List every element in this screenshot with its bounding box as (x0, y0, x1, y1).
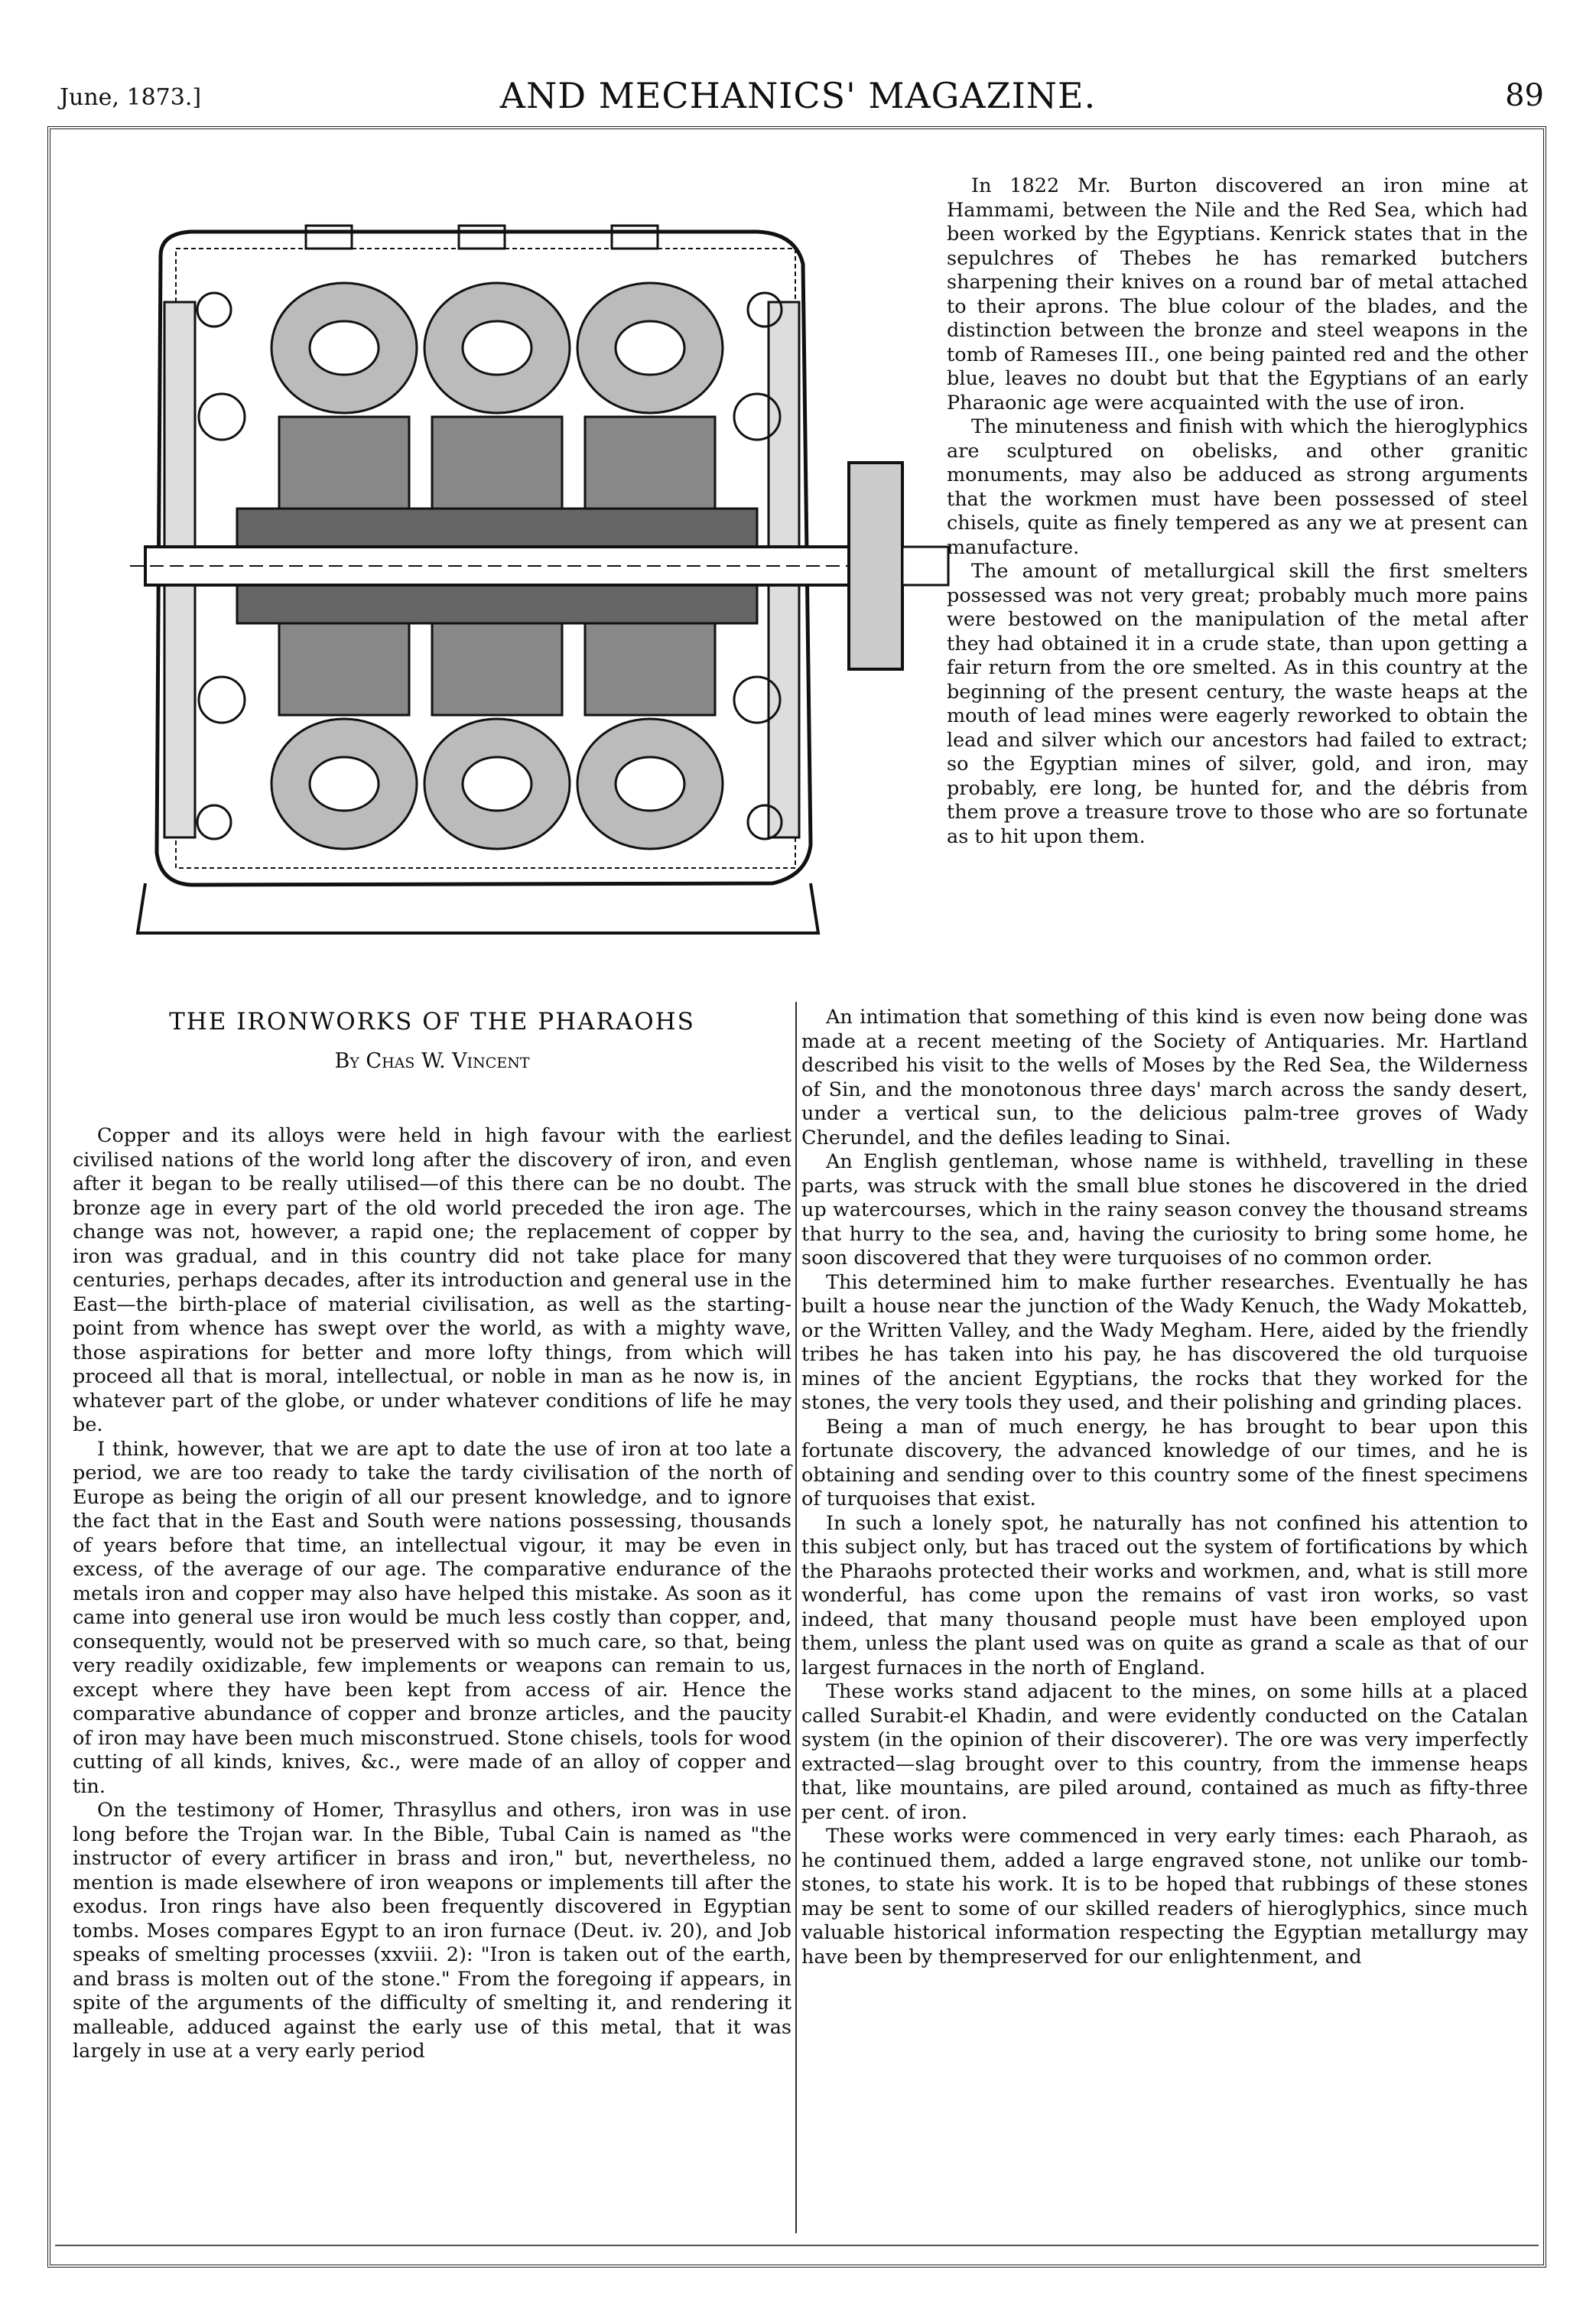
left-column-text (73, 1124, 791, 2064)
paragraph: These works were commenced in very early times: each Pharaoh, as he continued them, added a large engraved stone, not unlike our tomb-stones, to state his work. It is to be hoped that rubbings of these stones may be sent to some of our skilled readers of hieroglyphics, since much valuable historical information respecting the Egyptian metallurgy may have been by thempreserved for our enlightenment, and (801, 1825, 1528, 1969)
paragraph: The amount of metallurgical skill the first smelters possessed was not very great; probably much more pains were bestowed on the manipulation of the metal after they had obtained it in a crude state, than upon getting a fair return from the ore smelted. As in this country at the beginning of the present century, the waste heaps at the mouth of lead mines were eagerly reworked to obtain the lead and silver which our ancestors had failed to extract; so the Egyptian mines of silver, gold, and iron, may probably, ere long, be hunted for, and the débris from them prove a treasure trove to those who are so fortunate as to hit upon them. (947, 560, 1528, 848)
paragraph: Copper and its alloys were held in high favour with the earliest civilised nations of the world long after the discovery of iron, and even after it began to be really utilised—of this there can be no doubt. The bronze age in every part of the old world preceded the iron age. The change was not, however, a rapid one; the replacement of copper by iron was gradual, and in this country did not take place for many centuries, perhaps decades, after its introduction and general use in the East—the birth-place of material civilisation, as well as the starting-point from whence has swept over the world, as with a mighty wave, those aspirations for better and more lofty things, from which will proceed all that is moral, intellectual, or noble in man as he now is, in whatever part of the globe, or under whatever conditions of life he may be. (73, 1124, 791, 1436)
paragraph: I think, however, that we are apt to date the use of iron at too late a period, we are too ready to take the tardy civilisation of the north of Europe as being the origin of all our present knowledge, and to ignore the fact that in the East and South were nations possessing, thousands of years before that time, an intellectual vigour, it may be even in excess, of the average of our age. The comparative endurance of the metals iron and copper may also have helped this mistake. As soon as it came into general use iron would be much less costly than copper, and, consequently, would not be preserved with so much care, so that, being very readily oxidizable, few implements or weapons can remain to us, except where they have been kept from access of air. Hence the comparative abundance of copper and bronze articles, and the paucity of iron may have been much misconstrued. Stone chisels, tools for wood cutting of all kinds, knives, &c., were made of an alloy of copper and tin. (73, 1437, 791, 1798)
paragraph: These works stand adjacent to the mines, on some hills at a placed called Surabit-el Khadin, and were evidently conducted on the Catalan system (in the opinion of their discoverer). The ore was very imperfectly extracted—slag brought over to this country, from the immense heaps that, like mountains, are piled around, contained as much as fifty-three per cent. of iron. (801, 1680, 1528, 1824)
issue-date: June, 1873.] (60, 84, 202, 111)
article-title: THE IRONWORKS OF THE PHARAOHS (169, 1008, 695, 1036)
page-header (0, 75, 1596, 121)
page-number: 89 (1505, 78, 1544, 113)
paragraph: In such a lonely spot, he naturally has not confined his attention to this subject only, but has traced out the system of fortifications by which the Pharaohs protected their works and workmen, and, what is still more wonderful, has come upon the remains of vast iron works, so vast indeed, that many thousand people must have been employed upon them, unless the plant used was on quite as grand a scale as that of our largest furnaces in the north of England. (801, 1511, 1528, 1679)
right-column-text (801, 1006, 1528, 1969)
paragraph: This determined him to make further researches. Eventually he has built a house near the junction of the Wady Kenuch, the Wady Mokatteb, or the Written Valley, and the Wady Megham. Here, aided by the friendly tribes he has taken into his pay, he has discovered the old turquoise mines of the ancient Egyptians, the rocks that they worked for the stones, the very tools they used, and their polishing and grinding places. (801, 1270, 1528, 1414)
top-column-text (947, 174, 1528, 849)
paragraph: An intimation that something of this kind is even now being done was made at a recent meeting of the Society of Antiquaries. Mr. Hartland described his visit to the wells of Moses by the Red Sea, the Wilderness of Sin, and the monotonous three days' march across the sandy desert, under a vertical sun, to the delicious palm-tree groves of Wady Cherundel, and the defiles leading to Sinai. (801, 1006, 1528, 1149)
magazine-title: AND MECHANICS' MAGAZINE. (499, 75, 1097, 116)
paragraph: On the testimony of Homer, Thrasyllus and others, iron was in use long before the Trojan war. In the Bible, Tubal Cain is named as "the instructor of every artificer in brass and iron," but, nevertheless, no mention is made elsewhere of iron weapons or implements till after the exodus. Iron rings have also been frequently discovered in Egyptian tombs. Moses compares Egypt to an iron furnace (Deut. iv. 20), and Job speaks of smelting processes (xxviii. 2): "Iron is taken out of the earth, and brass is molten out of the stone." From the foregoing if appears, in spite of the arguments of the difficulty of smelting it, and rendering it malleable, adduced against the early use of this metal, that it was largely in use at a very early period (73, 1799, 791, 2063)
paragraph: Being a man of much energy, he has brought to bear upon this fortunate discovery, the advanced knowledge of our times, and he is obtaining and sending over to this country some of the finest specimens of turquoises that exist. (801, 1415, 1528, 1510)
paragraph: The minuteness and finish with which the hieroglyphics are sculptured on obelisks, and other granitic monuments, may also be adduced as strong arguments that the workmen must have been possessed of steel chisels, quite as finely tempered as any we at present can manufacture. (947, 415, 1528, 559)
column-divider (795, 1002, 797, 2233)
paragraph: An English gentleman, whose name is withheld, travelling in these parts, was struck with the small blue stones he discovered in the dried up watercourses, which in the rainy season convey the thousand streams that hurry to the sea, and, having the curiosity to bring some home, he soon discovered that they were turquoises of no common order. (801, 1150, 1528, 1270)
machine-engraving (115, 210, 964, 960)
bottom-rule (55, 2245, 1539, 2246)
article-byline: By Chas W. Vincent (334, 1049, 530, 1073)
paragraph: In 1822 Mr. Burton discovered an iron mine at Hammami, between the Nile and the Red Sea, which had been worked by the Egyptians. Kenrick states that in the sepulchres of Thebes he has remarked butchers sharpening their knives on a round bar of metal attached to their aprons. The blue colour of the blades, and the distinction between the bronze and steel weapons in the tomb of Rameses III., one being painted red and the other blue, leaves no doubt but that the Egyptians of an early Pharaonic age were acquainted with the use of iron. (947, 174, 1528, 415)
